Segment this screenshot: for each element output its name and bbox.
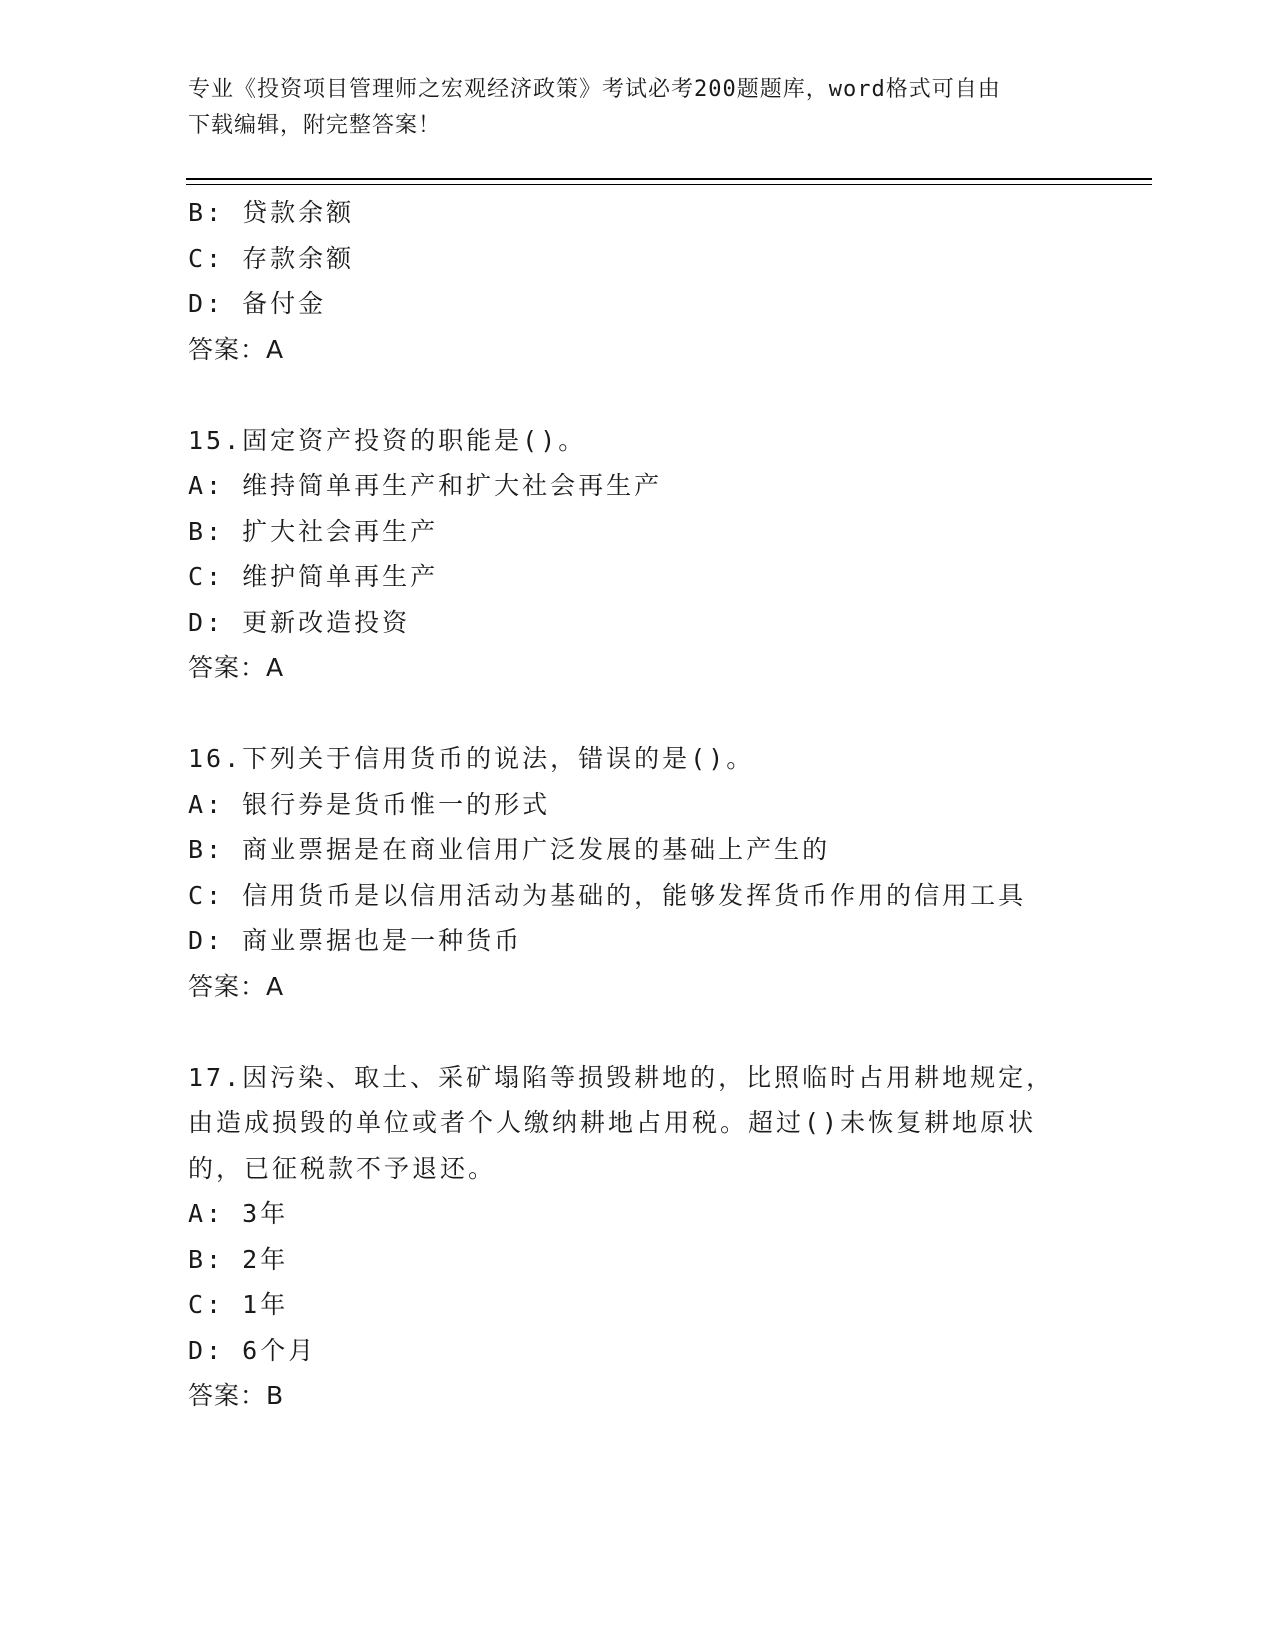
question-14-continued bbox=[188, 190, 1068, 372]
question-stem-line-1: 17.因污染、取土、采矿塌陷等损毁耕地的，比照临时占用耕地规定， bbox=[188, 1062, 1055, 1092]
option-b: B: 2年 bbox=[188, 1244, 289, 1274]
option-b: B: 商业票据是在商业信用广泛发展的基础上产生的 bbox=[188, 835, 831, 864]
option-a: A: 银行券是货币惟一的形式 bbox=[188, 789, 551, 819]
option-d: D: 备付金 bbox=[188, 289, 327, 318]
option-b: B: 贷款余额 bbox=[188, 198, 355, 227]
option-a: A: 3年 bbox=[188, 1199, 289, 1228]
question-stem-line-2: 由造成损毁的单位或者个人缴纳耕地占用税。超过()未恢复耕地原状 bbox=[188, 1108, 1037, 1137]
answer-line: 答案：A bbox=[188, 971, 285, 1001]
spacer bbox=[188, 691, 1068, 737]
header-divider-thin bbox=[186, 184, 1152, 185]
option-c: C: 1年 bbox=[188, 1290, 289, 1319]
answer-line: 答案：A bbox=[188, 653, 285, 682]
question-content bbox=[188, 190, 1068, 1419]
option-a: A: 维持简单再生产和扩大社会再生产 bbox=[188, 471, 663, 500]
option-c: C: 维护简单再生产 bbox=[188, 562, 439, 591]
option-c: C: 存款余额 bbox=[188, 243, 355, 273]
question-stem: 15.固定资产投资的职能是()。 bbox=[188, 425, 587, 455]
spacer bbox=[188, 372, 1068, 418]
question-stem: 16.下列关于信用货币的说法，错误的是()。 bbox=[188, 744, 755, 773]
option-d: D: 更新改造投资 bbox=[188, 607, 411, 637]
option-c: C: 信用货币是以信用活动为基础的，能够发挥货币作用的信用工具 bbox=[188, 880, 1027, 910]
header-line-1: 专业《投资项目管理师之宏观经济政策》考试必考200题题库，word格式可自由 bbox=[188, 77, 1001, 102]
answer-line: 答案：B bbox=[188, 1381, 285, 1410]
question-17 bbox=[188, 1055, 1068, 1419]
option-d: D: 商业票据也是一种货币 bbox=[188, 926, 523, 955]
spacer bbox=[188, 1009, 1068, 1055]
document-header bbox=[188, 72, 1068, 144]
header-divider-thick bbox=[186, 178, 1152, 180]
question-16 bbox=[188, 736, 1068, 1009]
question-stem-line-3: 的，已征税款不予退还。 bbox=[188, 1153, 497, 1183]
answer-line: 答案：A bbox=[188, 334, 285, 364]
option-b: B: 扩大社会再生产 bbox=[188, 516, 439, 546]
question-15 bbox=[188, 418, 1068, 691]
option-d: D: 6个月 bbox=[188, 1335, 317, 1365]
header-line-2: 下载编辑，附完整答案！ bbox=[188, 113, 442, 138]
